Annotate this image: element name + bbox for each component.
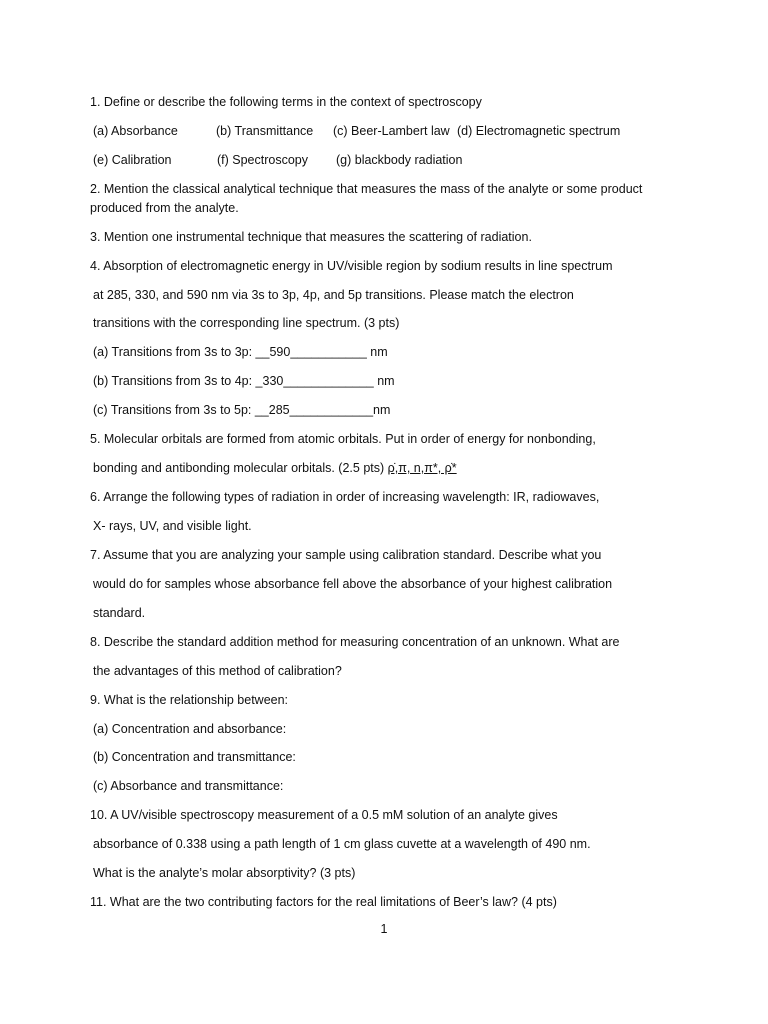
question-2-line-1: 2. Mention the classical analytical technique that measures the mass of the analyte or some product (90, 182, 643, 196)
question-4-answer-b: (b) Transitions from 3s to 4p: _330_____________ nm (93, 374, 395, 388)
question-9: 9. What is the relationship between: (90, 693, 289, 707)
question-3: 3. Mention one instrumental technique that measures the scattering of radiation. (90, 230, 532, 244)
question-2-line-2: produced from the analyte. (90, 201, 239, 215)
question-5-prompt: bonding and antibonding molecular orbitals. (2.5 pts) (93, 461, 388, 475)
question-9-part-b: (b) Concentration and transmittance: (93, 750, 296, 764)
question-5-line-2 (93, 460, 457, 476)
question-7-line-2: would do for samples whose absorbance fell above the absorbance of your highest calibration (93, 577, 613, 591)
question-5-answer: ρ̇,π, n,π*, ρ̇* (387, 461, 457, 475)
question-10-line-3: What is the analyte’s molar absorptivity? (3 pts) (93, 866, 356, 880)
question-4-line-1: 4. Absorption of electromagnetic energy in UV/visible region by sodium results in line spectrum (90, 259, 613, 273)
term-f: (f) Spectroscopy (217, 153, 309, 167)
question-10-line-2: absorbance of 0.338 using a path length of 1 cm glass cuvette at a wavelength of 490 nm. (93, 837, 591, 851)
question-9-part-c: (c) Absorbance and transmittance: (93, 779, 284, 793)
question-5-line-1: 5. Molecular orbitals are formed from atomic orbitals. Put in order of energy for nonbonding, (90, 432, 596, 446)
term-d: (d) Electromagnetic spectrum (457, 124, 621, 138)
term-a: (a) Absorbance (93, 124, 178, 138)
question-8-line-1: 8. Describe the standard addition method for measuring concentration of an unknown. What are (90, 635, 620, 649)
question-9-part-a: (a) Concentration and absorbance: (93, 722, 287, 736)
question-1: 1. Define or describe the following terms in the context of spectroscopy (90, 95, 482, 109)
page-number: 1 (380, 922, 388, 936)
question-4-line-3: transitions with the corresponding line spectrum. (3 pts) (93, 316, 400, 330)
term-b: (b) Transmittance (216, 124, 314, 138)
term-g: (g) blackbody radiation (336, 153, 463, 167)
question-11: 11. What are the two contributing factors for the real limitations of Beer’s law? (4 pts) (90, 895, 557, 909)
question-4-answer-a: (a) Transitions from 3s to 3p: __590___________ nm (93, 345, 388, 359)
term-c: (c) Beer-Lambert law (333, 124, 450, 138)
question-7-line-1: 7. Assume that you are analyzing your sample using calibration standard. Describe what you (90, 548, 602, 562)
question-6-line-2: X- rays, UV, and visible light. (93, 519, 252, 533)
term-e: (e) Calibration (93, 153, 172, 167)
question-8-line-2: the advantages of this method of calibration? (93, 664, 342, 678)
question-7-line-3: standard. (93, 606, 146, 620)
question-4-line-2: at 285, 330, and 590 nm via 3s to 3p, 4p, and 5p transitions. Please match the electron (93, 288, 574, 302)
question-4-answer-c: (c) Transitions from 3s to 5p: __285____________nm (93, 403, 391, 417)
question-10-line-1: 10. A UV/visible spectroscopy measurement of a 0.5 mM solution of an analyte gives (90, 808, 558, 822)
question-6-line-1: 6. Arrange the following types of radiation in order of increasing wavelength: IR, radiowaves, (90, 490, 600, 504)
